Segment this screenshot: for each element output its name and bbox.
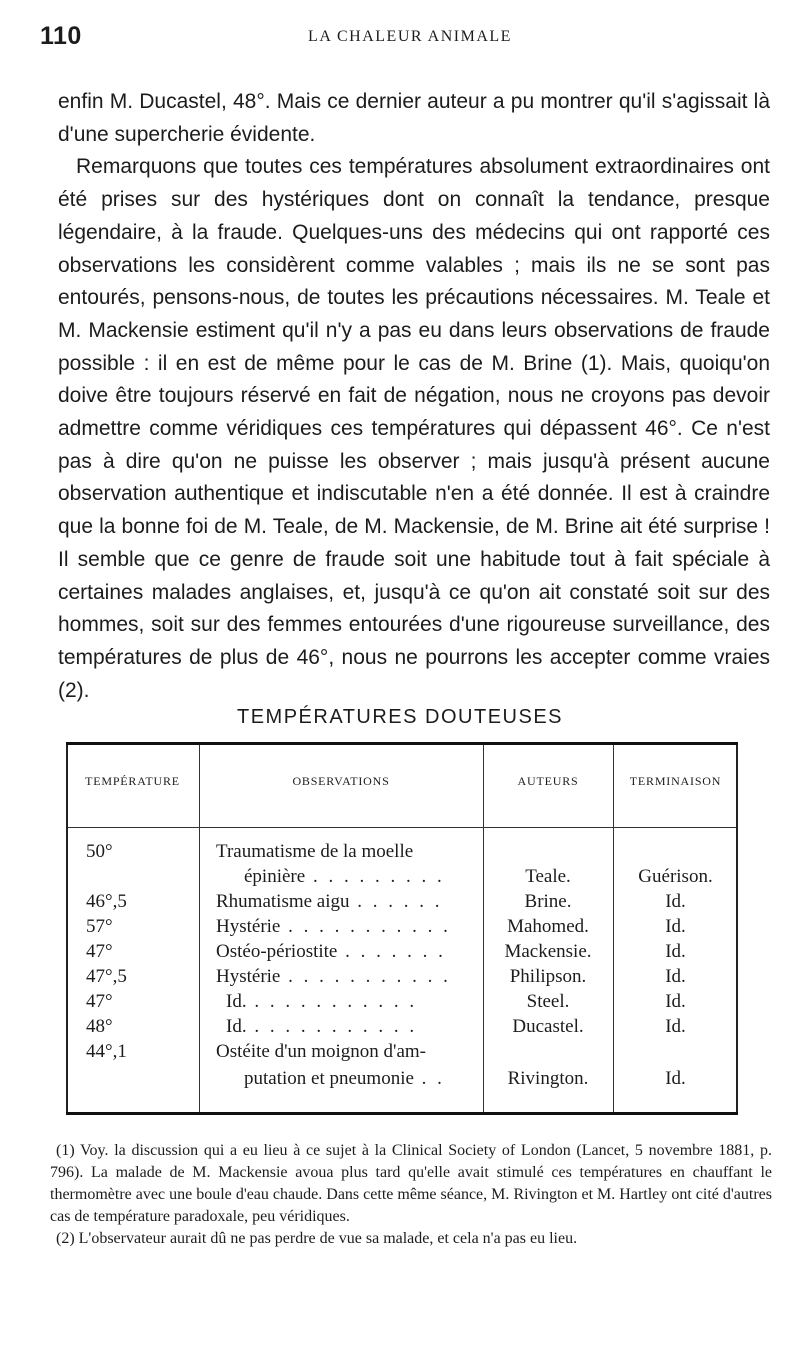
table-cell-observation: Ostéite d'un moignon d'am- (216, 1041, 427, 1062)
table-cell-author: Mahomed. (507, 916, 589, 937)
table-cell-observation: putation et pneumonie . . (244, 1068, 445, 1089)
table-cell-author: Ducastel. (512, 1016, 584, 1037)
column-divider (199, 745, 200, 1112)
header-temperature: TEMPÉRATURE (85, 774, 180, 788)
table-header-rule (66, 827, 738, 828)
table-cell-author: Teale. (525, 866, 571, 887)
table-cell-temperature: 48° (86, 1016, 113, 1037)
table-cell-temperature: 47° (86, 941, 113, 962)
footnotes (50, 1140, 772, 1250)
table-cell-observation: Id. . . . . . . . . . . . (226, 991, 418, 1012)
table-cell-observation: épinière . . . . . . . . . (244, 866, 445, 887)
running-title: LA CHALEUR ANIMALE (308, 28, 512, 45)
table-cell-temperature: 44°,1 (86, 1041, 127, 1062)
footnote-2: (2) L'observateur aurait dû ne pas perdre de vue sa malade, et cela n'a pas eu lieu. (56, 1230, 578, 1247)
table-cell-observation: Traumatisme de la moelle (216, 841, 414, 862)
table-cell-author: Brine. (524, 891, 572, 912)
temperatures-table (66, 742, 738, 1115)
page-number: 110 (40, 22, 82, 50)
header-authors: AUTEURS (517, 774, 579, 788)
table-top-rule (66, 742, 738, 745)
table-bottom-rule (66, 1112, 738, 1115)
table-cell-termination: Guérison. (638, 866, 713, 887)
table-cell-termination: Id. (665, 891, 686, 912)
table-cell-temperature: 46°,5 (86, 891, 127, 912)
table-cell-termination: Id. (665, 1068, 686, 1089)
table-cell-observation: Hystérie . . . . . . . . . . . (216, 916, 451, 937)
table-cell-observation: Hystérie . . . . . . . . . . . (216, 966, 451, 987)
table-cell-temperature: 57° (86, 916, 113, 937)
table-cell-termination: Id. (665, 1016, 686, 1037)
page-header (40, 22, 780, 52)
table-cell-termination: Id. (665, 941, 686, 962)
table-cell-author: Philipson. (509, 966, 587, 987)
table-cell-author: Steel. (526, 991, 570, 1012)
table-cell-termination: Id. (665, 966, 686, 987)
footnote-1: (1) Voy. la discussion qui a eu lieu à ce sujet à la Clinical Society of London (Lancet, 5 novembre 1881, p. 796). La malade de M. Mackensie avoua plus tard qu'elle avait stimulé ces températures en chauffant le thermomètre avec une boule d'eau chaude. Dans cette même séance, M. Rivington et M. Hartley ont cité d'autres cas de température paradoxale, peu véridiques. (50, 1142, 772, 1225)
table-cell-temperature: 50° (86, 841, 113, 862)
paragraph-1: enfin M. Ducastel, 48°. Mais ce dernier auteur a pu montrer qu'il s'agissait là d'une supercherie évidente. (58, 90, 770, 146)
table-cell-author: Rivington. (507, 1068, 589, 1089)
header-termination: TERMINAISON (629, 774, 722, 788)
table-left-border (66, 745, 68, 1112)
table-cell-temperature: 47°,5 (86, 966, 127, 987)
table-cell-observation: Ostéo-périostite . . . . . . . (216, 941, 446, 962)
table-cell-observation: Rhumatisme aigu . . . . . . (216, 891, 443, 912)
table-cell-observation: Id. . . . . . . . . . . . (226, 1016, 418, 1037)
table-cell-author: Mackensie. (504, 941, 592, 962)
table-cell-termination: Id. (665, 916, 686, 937)
table-cell-temperature: 47° (86, 991, 113, 1012)
body-text (58, 86, 770, 707)
table-cell-termination: Id. (665, 991, 686, 1012)
header-observations: OBSERVATIONS (292, 774, 390, 788)
paragraph-2: Remarquons que toutes ces températures absolument extraordinaires ont été prises sur des hystériques dont on connaît la tendance, presque légendaire, à la fraude. Quelques-uns des médecins qui ont rapporté ces observations les considèrent comme valables ; mais ils ne se sont pas entourés, pensons-nous, de toutes les précautions nécessaires. M. Teale et M. Mackensie estiment qu'il n'y a pas eu dans leurs observations de fraude possible : il en est de même pour le cas de M. Brine (1). Mais, quoiqu'on doive être toujours réservé en fait de négation, nous ne croyons pas devoir admettre comme véridiques ces températures qui dépassent 46°. Ce n'est pas à dire qu'on ne puisse les observer ; mais jusqu'à présent aucune observation authentique et indiscutable n'en a été donnée. Il est à craindre que la bonne foi de M. Teale, de M. Mackensie, de M. Brine ait été surprise ! Il semble que ce genre de fraude soit une habitude tout à fait spéciale à certaines malades anglaises, et, jusqu'à ce qu'on ait constaté soit sur des hommes, soit sur des femmes entourées d'une rigoureuse surveillance, des températures de plus de 46°, nous ne pourrons les accepter comme vraies (2). (58, 155, 770, 702)
table-title: TEMPÉRATURES DOUTEUSES (237, 706, 563, 728)
